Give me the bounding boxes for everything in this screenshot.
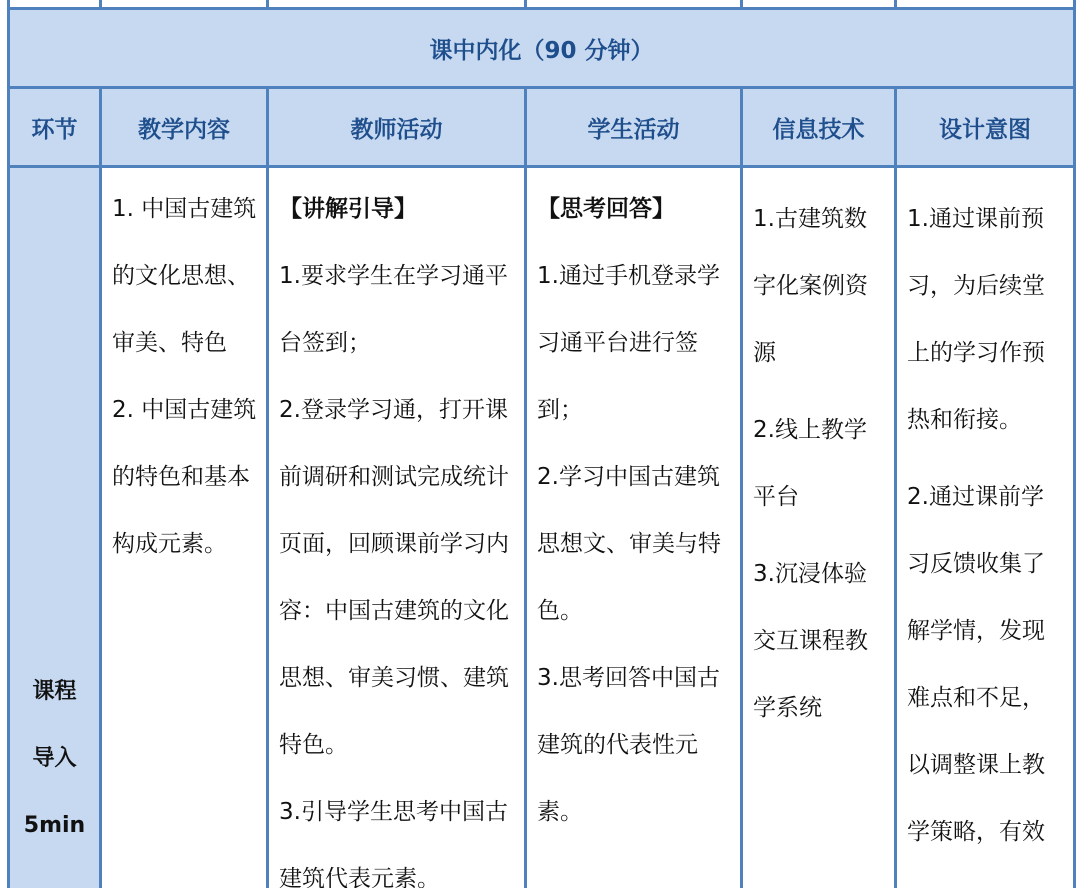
teacher-activity-item: 2.登录学习通，打开课前调研和测试完成统计页面，回顾课前学习内容：中国古建筑的文化思想、审美习惯、建筑特色。: [279, 397, 509, 758]
section-title: 课中内化（90 分钟）: [9, 9, 1075, 88]
stub-cell: [742, 0, 896, 9]
student-activity-item: 3.思考回答中国古建筑的代表性元素。: [537, 665, 720, 825]
table-row: [9, 167, 1075, 888]
design-intent-cell: [896, 167, 1075, 888]
info-tech-item: 1.古建筑数字化案例资源: [753, 206, 868, 366]
stub-cell: [268, 0, 526, 9]
info-tech-cell: [742, 167, 896, 888]
stage-label-line2: 导入: [32, 746, 77, 771]
student-activity-item: 2.学习中国古建筑思想文、审美与特色。: [537, 464, 721, 624]
info-tech-item: 2.线上教学平台: [753, 417, 867, 510]
stub-cell: [526, 0, 742, 9]
content-item: 1. 中国古建筑的文化思想、审美、特色: [112, 196, 257, 356]
content-item: 2. 中国古建筑的特色和基本构成元素。: [112, 397, 257, 557]
teacher-activity-item: 3.引导学生思考中国古建筑代表元素。: [279, 799, 508, 888]
header-student-activity: 学生活动: [526, 88, 742, 167]
stub-cell: [896, 0, 1075, 9]
teacher-activity-item: 1.要求学生在学习通平台签到；: [279, 263, 508, 356]
stub-cell: [101, 0, 268, 9]
stage-label-line1: 课程: [32, 679, 77, 704]
stage-cell: [9, 167, 101, 888]
header-teacher-activity: 教师活动: [268, 88, 526, 167]
student-activity-heading: 【思考回答】: [537, 196, 675, 222]
student-activity-cell: [526, 167, 742, 888]
info-tech-item: 3.沉浸体验交互课程教学系统: [753, 561, 868, 721]
design-intent-item: 1.通过课前预习，为后续堂上的学习作预热和衔接。: [907, 206, 1045, 433]
lesson-plan-table: [7, 0, 1076, 888]
header-row: [9, 88, 1075, 167]
header-info-tech: 信息技术: [742, 88, 896, 167]
previous-row-stub: [9, 0, 1075, 9]
stub-cell: [9, 0, 101, 9]
header-design-intent: 设计意图: [896, 88, 1075, 167]
teacher-activity-heading: 【讲解引导】: [279, 196, 417, 222]
header-stage: 环节: [9, 88, 101, 167]
stage-duration: 5min: [23, 813, 86, 838]
student-activity-item: 1.通过手机登录学习通平台进行签到；: [537, 263, 720, 423]
teacher-activity-cell: [268, 167, 526, 888]
section-title-row: [9, 9, 1075, 88]
content-cell: [101, 167, 268, 888]
design-intent-item: 2.通过课前学习反馈收集了解学情，发现难点和不足，以调整课上教学策略，有效: [907, 484, 1045, 845]
header-content: 教学内容: [101, 88, 268, 167]
